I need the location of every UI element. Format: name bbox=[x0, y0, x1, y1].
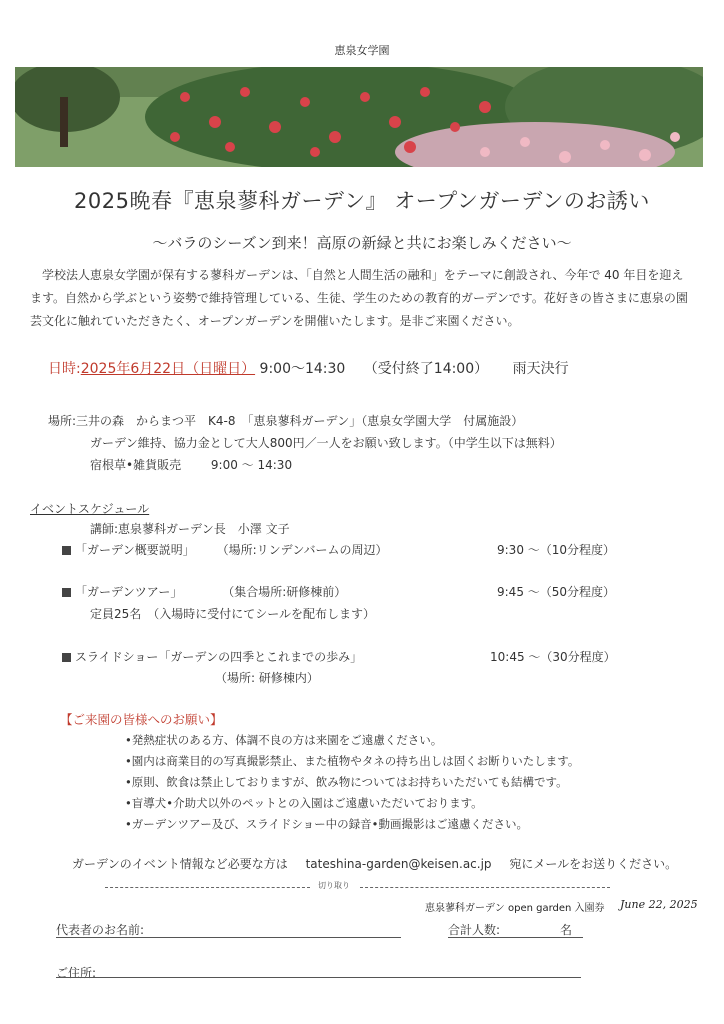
count-unit: 名 bbox=[560, 923, 573, 937]
notice-list bbox=[125, 730, 579, 835]
schedule-item-place: （集合場所:研修棟前） bbox=[222, 585, 347, 599]
schedule-item-time: 9:30 〜（10分程度） bbox=[497, 543, 616, 557]
schedule-item-name: 「ガーデンツアー」 bbox=[75, 585, 183, 599]
rain-policy: 雨天決行 bbox=[512, 361, 569, 377]
notice-item: •発熱症状のある方、体調不良の方は来園をご遠慮ください。 bbox=[125, 733, 443, 747]
schedule-item bbox=[62, 541, 388, 558]
notice-item: •原則、飲食は禁止しておりますが、飲み物についてはお持ちいただいても結構です。 bbox=[125, 775, 568, 789]
schedule-item-place: （場所:リンデンバームの周辺） bbox=[216, 543, 388, 557]
rose-garden-photo bbox=[15, 67, 703, 167]
schedule-item-place: （場所: 研修棟内） bbox=[215, 671, 319, 685]
address-field[interactable] bbox=[56, 977, 581, 978]
square-bullet-icon bbox=[62, 588, 71, 597]
page-title: 2025晩春『恵泉蓼科ガーデン』 オープンガーデンのお誘い bbox=[74, 189, 650, 213]
notice-item: •園内は商業目的の写真撮影禁止、また植物やタネの持ち出しは固くお断りいたします。 bbox=[125, 754, 580, 768]
sales-label: 宿根草•雑貨販売 bbox=[90, 458, 182, 472]
schedule-item-note: 定員25名 （入場時に受付にてシールを配布します） bbox=[90, 607, 376, 621]
square-bullet-icon bbox=[62, 546, 71, 555]
schedule-heading: イベントスケジュール bbox=[30, 502, 150, 516]
schedule-item bbox=[62, 583, 346, 600]
cut-line-right bbox=[360, 887, 610, 888]
count-field[interactable] bbox=[448, 937, 583, 938]
contact-line bbox=[72, 855, 677, 872]
cut-label: 切り取り bbox=[318, 881, 350, 890]
notice-item: •盲導犬•介助犬以外のペットとの入園はご遠慮いただいております。 bbox=[125, 796, 483, 810]
name-label: 代表者のお名前: bbox=[56, 923, 145, 937]
schedule-item-time: 9:45 〜（50分程度） bbox=[497, 585, 616, 599]
square-bullet-icon bbox=[62, 653, 71, 662]
lecturer: 講師:恵泉蓼科ガーデン長 小澤 文子 bbox=[90, 522, 290, 536]
event-time: 9:00〜14:30 bbox=[259, 361, 346, 377]
notice-title: 【ご来園の皆様へのお願い】 bbox=[60, 712, 223, 727]
datetime-label: 日時: bbox=[48, 361, 81, 377]
venue-place: 場所:三井の森 からまつ平 K4-8 「恵泉蓼科ガーデン」（恵泉女学園大学 付属施設） bbox=[48, 414, 524, 428]
count-label: 合計人数: bbox=[448, 923, 501, 937]
contact-pre: ガーデンのイベント情報など必要な方は bbox=[72, 857, 288, 871]
name-field[interactable] bbox=[56, 937, 401, 938]
sales-time: 9:00 〜 14:30 bbox=[210, 458, 293, 472]
event-date: 2025年6月22日（日曜日） bbox=[80, 361, 256, 377]
cut-line-left bbox=[105, 887, 310, 888]
page-subtitle: 〜バラのシーズン到来！高原の新緑と共にお楽しみください〜 bbox=[152, 234, 572, 252]
reception-end: （受付終了14:00） bbox=[363, 361, 489, 377]
schedule-item-name: スライドショー「ガーデンの四季とこれまでの歩み」 bbox=[75, 650, 363, 664]
schedule-item-name: 「ガーデン概要説明」 bbox=[75, 543, 195, 557]
schedule-item-time: 10:45 〜（30分程度） bbox=[490, 650, 616, 664]
contact-post: 宛にメールをお送りください。 bbox=[509, 857, 678, 871]
address-label: ご住所: bbox=[56, 966, 97, 980]
ticket-date: June 22, 2025 bbox=[620, 898, 698, 911]
ticket-title: 恵泉蓼科ガーデン open garden 入園券 bbox=[425, 903, 605, 914]
notice-item: •ガーデンツアー及び、スライドショー中の録音•動画撮影はご遠慮ください。 bbox=[125, 817, 528, 831]
schedule-item bbox=[62, 648, 362, 665]
intro-paragraph: 学校法人恵泉女学園が保有する蓼科ガーデンは、「自然と人間生活の融和」をテーマに創設され、今年で 40 年目を迎えます。自然から学ぶという姿勢で維持管理している、生徒、学生のための教育的ガーデンです。花好きの皆さまに恵泉の園芸文化に触れていただきたく、オープンガーデンを開催いたします。是非ご来園ください。 bbox=[30, 268, 688, 328]
event-datetime bbox=[48, 358, 569, 378]
venue-fee: ガーデン維持、協力金として大人800円／一人をお願い致します。（中学生以下は無料） bbox=[90, 436, 562, 450]
contact-email[interactable]: tateshina-garden@keisen.ac.jp bbox=[305, 857, 492, 871]
sales-info bbox=[90, 456, 292, 473]
organization-name: 恵泉女学園 bbox=[334, 44, 390, 57]
